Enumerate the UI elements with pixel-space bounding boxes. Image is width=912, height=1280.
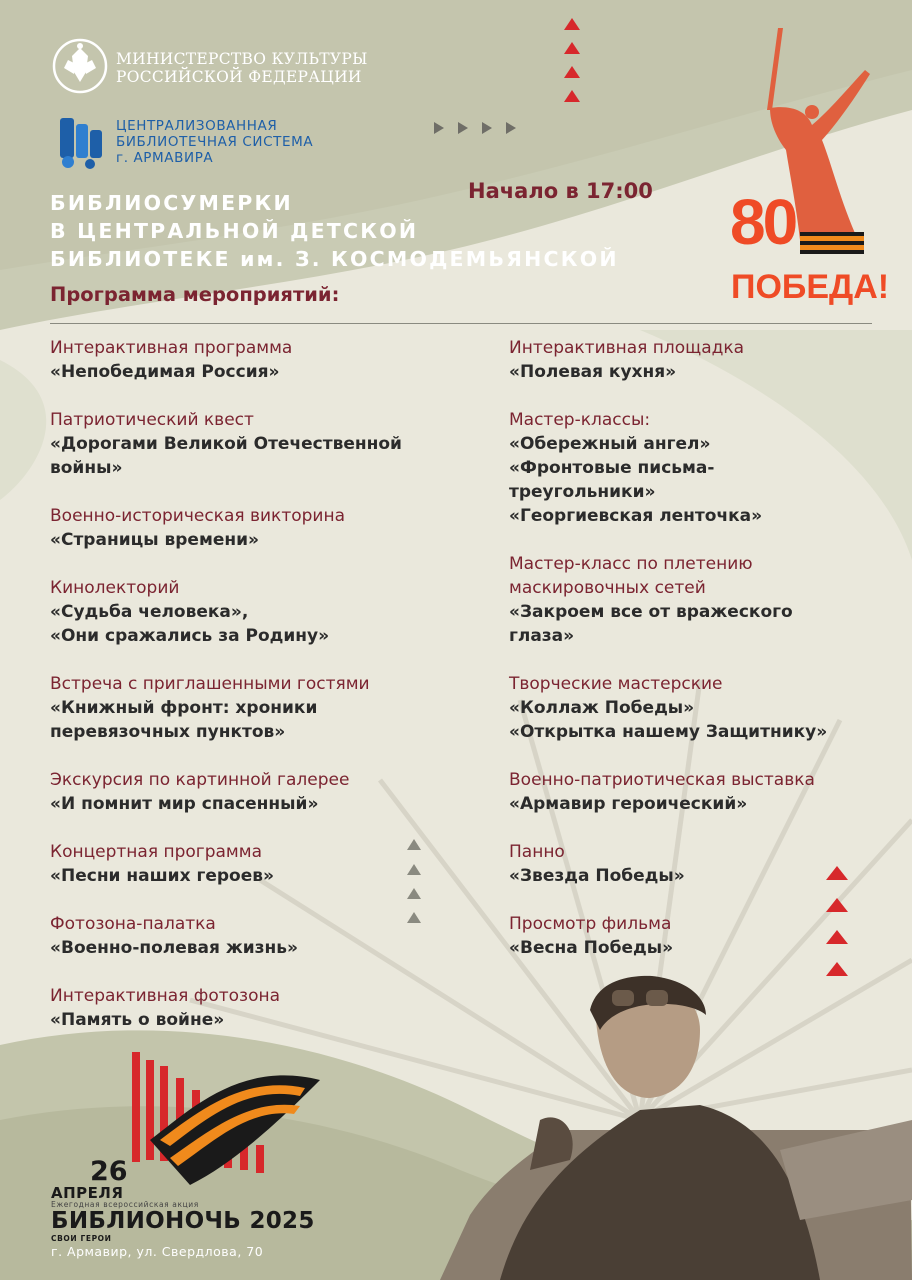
program-item-name: «Обережный ангел» «Фронтовые письма- треугольники» «Георгиевская ленточка» xyxy=(509,434,763,526)
program-item xyxy=(509,672,912,744)
cbs-line-3: г. АРМАВИРА xyxy=(116,150,214,166)
red-triangle-stack-icon xyxy=(560,16,584,106)
pobeda-number: 80 xyxy=(730,186,796,258)
program-item-type: Концертная программа xyxy=(50,842,262,862)
divider xyxy=(50,323,872,324)
start-time: Начало в 17:00 xyxy=(468,179,653,203)
badge-caption: Ежегодная всероссийская акция xyxy=(51,1200,199,1209)
ministry-emblem-icon xyxy=(50,36,110,96)
program-item xyxy=(50,576,470,648)
program-item-name: «Полевая кухня» xyxy=(509,362,677,382)
program-item xyxy=(509,768,912,816)
program-right-column xyxy=(509,336,912,984)
program-item-name: «Военно-полевая жизнь» xyxy=(50,938,299,958)
program-item-name: «Страницы времени» xyxy=(50,530,260,550)
address: г. Армавир, ул. Свердлова, 70 xyxy=(51,1244,264,1259)
program-item-name: «Память о войне» xyxy=(50,1010,225,1030)
badge-month: АПРЕЛЯ xyxy=(51,1184,124,1202)
program-item-name: «Судьба человека», «Они сражались за Родину» xyxy=(50,602,330,646)
program-item-type: Интерактивная фотозона xyxy=(50,986,281,1006)
program-item xyxy=(50,408,470,480)
program-item-name: «Книжный фронт: хроники перевязочных пунктов» xyxy=(50,698,318,742)
program-item-type: Фотозона-палатка xyxy=(50,914,216,934)
program-item xyxy=(509,336,912,384)
program-item-name: «Весна Победы» xyxy=(509,938,674,958)
program-item-name: «Звезда Победы» xyxy=(509,866,685,886)
program-heading: Программа мероприятий: xyxy=(50,283,340,306)
program-item-type: Кинолекторий xyxy=(50,578,180,598)
grey-arrows-icon xyxy=(432,120,524,136)
program-item-type: Экскурсия по картинной галерее xyxy=(50,770,350,790)
program-item-name: «Непобедимая Россия» xyxy=(50,362,280,382)
program-item-type: Интерактивная программа xyxy=(50,338,293,358)
program-item-type: Интерактивная площадка xyxy=(509,338,745,358)
program-item-name: «Закроем все от вражеского глаза» xyxy=(509,602,793,646)
program-item-type: Мастер-класс по плетению маскировочных сетей xyxy=(509,554,753,598)
cbs-line-1: ЦЕНТРАЛИЗОВАННАЯ xyxy=(116,118,278,134)
ministry-name xyxy=(116,50,368,86)
program-item-type: Мастер-классы: xyxy=(509,410,651,430)
program-item-type: Встреча с приглашенными гостями xyxy=(50,674,370,694)
program-item-type: Патриотический квест xyxy=(50,410,254,430)
badge-title: БИБЛИОНОЧЬ 2025 xyxy=(51,1208,315,1234)
program-item xyxy=(50,984,470,1032)
program-left-column xyxy=(50,336,470,1056)
program-item-name: «И помнит мир спасенный» xyxy=(50,794,319,814)
badge-slogan: СВОИ ГЕРОИ xyxy=(51,1234,112,1243)
program-item-name: «Песни наших героев» xyxy=(50,866,274,886)
program-item xyxy=(509,408,912,528)
program-item xyxy=(50,672,470,744)
ministry-line-2: РОССИЙСКОЙ ФЕДЕРАЦИИ xyxy=(116,68,362,86)
event-title: БИБЛИОСУМЕРКИ В ЦЕНТРАЛЬНОЙ ДЕТСКОЙ БИБЛИОТЕКЕ им. З. КОСМОДЕМЬЯНСКОЙ xyxy=(50,191,619,271)
program-item xyxy=(50,336,470,384)
program-item-type: Военно-историческая викторина xyxy=(50,506,346,526)
program-item-name: «Дорогами Великой Отечественной войны» xyxy=(50,434,402,478)
program-item xyxy=(50,912,470,960)
badge-day: 26 xyxy=(90,1156,128,1187)
cbs-line-2: БИБЛИОТЕЧНАЯ СИСТЕМА xyxy=(116,134,314,150)
cbs-logo-icon xyxy=(52,112,108,172)
program-item-name: «Армавир героический» xyxy=(509,794,748,814)
program-item xyxy=(509,840,912,888)
program-item xyxy=(50,768,470,816)
program-item-type: Военно-патриотическая выставка xyxy=(509,770,815,790)
program-item xyxy=(509,912,912,960)
program-item xyxy=(50,504,470,552)
program-item-type: Творческие мастерские xyxy=(509,674,723,694)
ministry-line-1: МИНИСТЕРСТВО КУЛЬТУРЫ xyxy=(116,50,368,68)
program-item-type: Панно xyxy=(509,842,565,862)
program-item-name: «Коллаж Победы» «Открытка нашему Защитнику» xyxy=(509,698,828,742)
pobeda-word: ПОБЕДА! xyxy=(731,268,890,306)
program-item-type: Просмотр фильма xyxy=(509,914,672,934)
cbs-name xyxy=(116,118,313,166)
program-item xyxy=(509,552,912,648)
program-item xyxy=(50,840,470,888)
